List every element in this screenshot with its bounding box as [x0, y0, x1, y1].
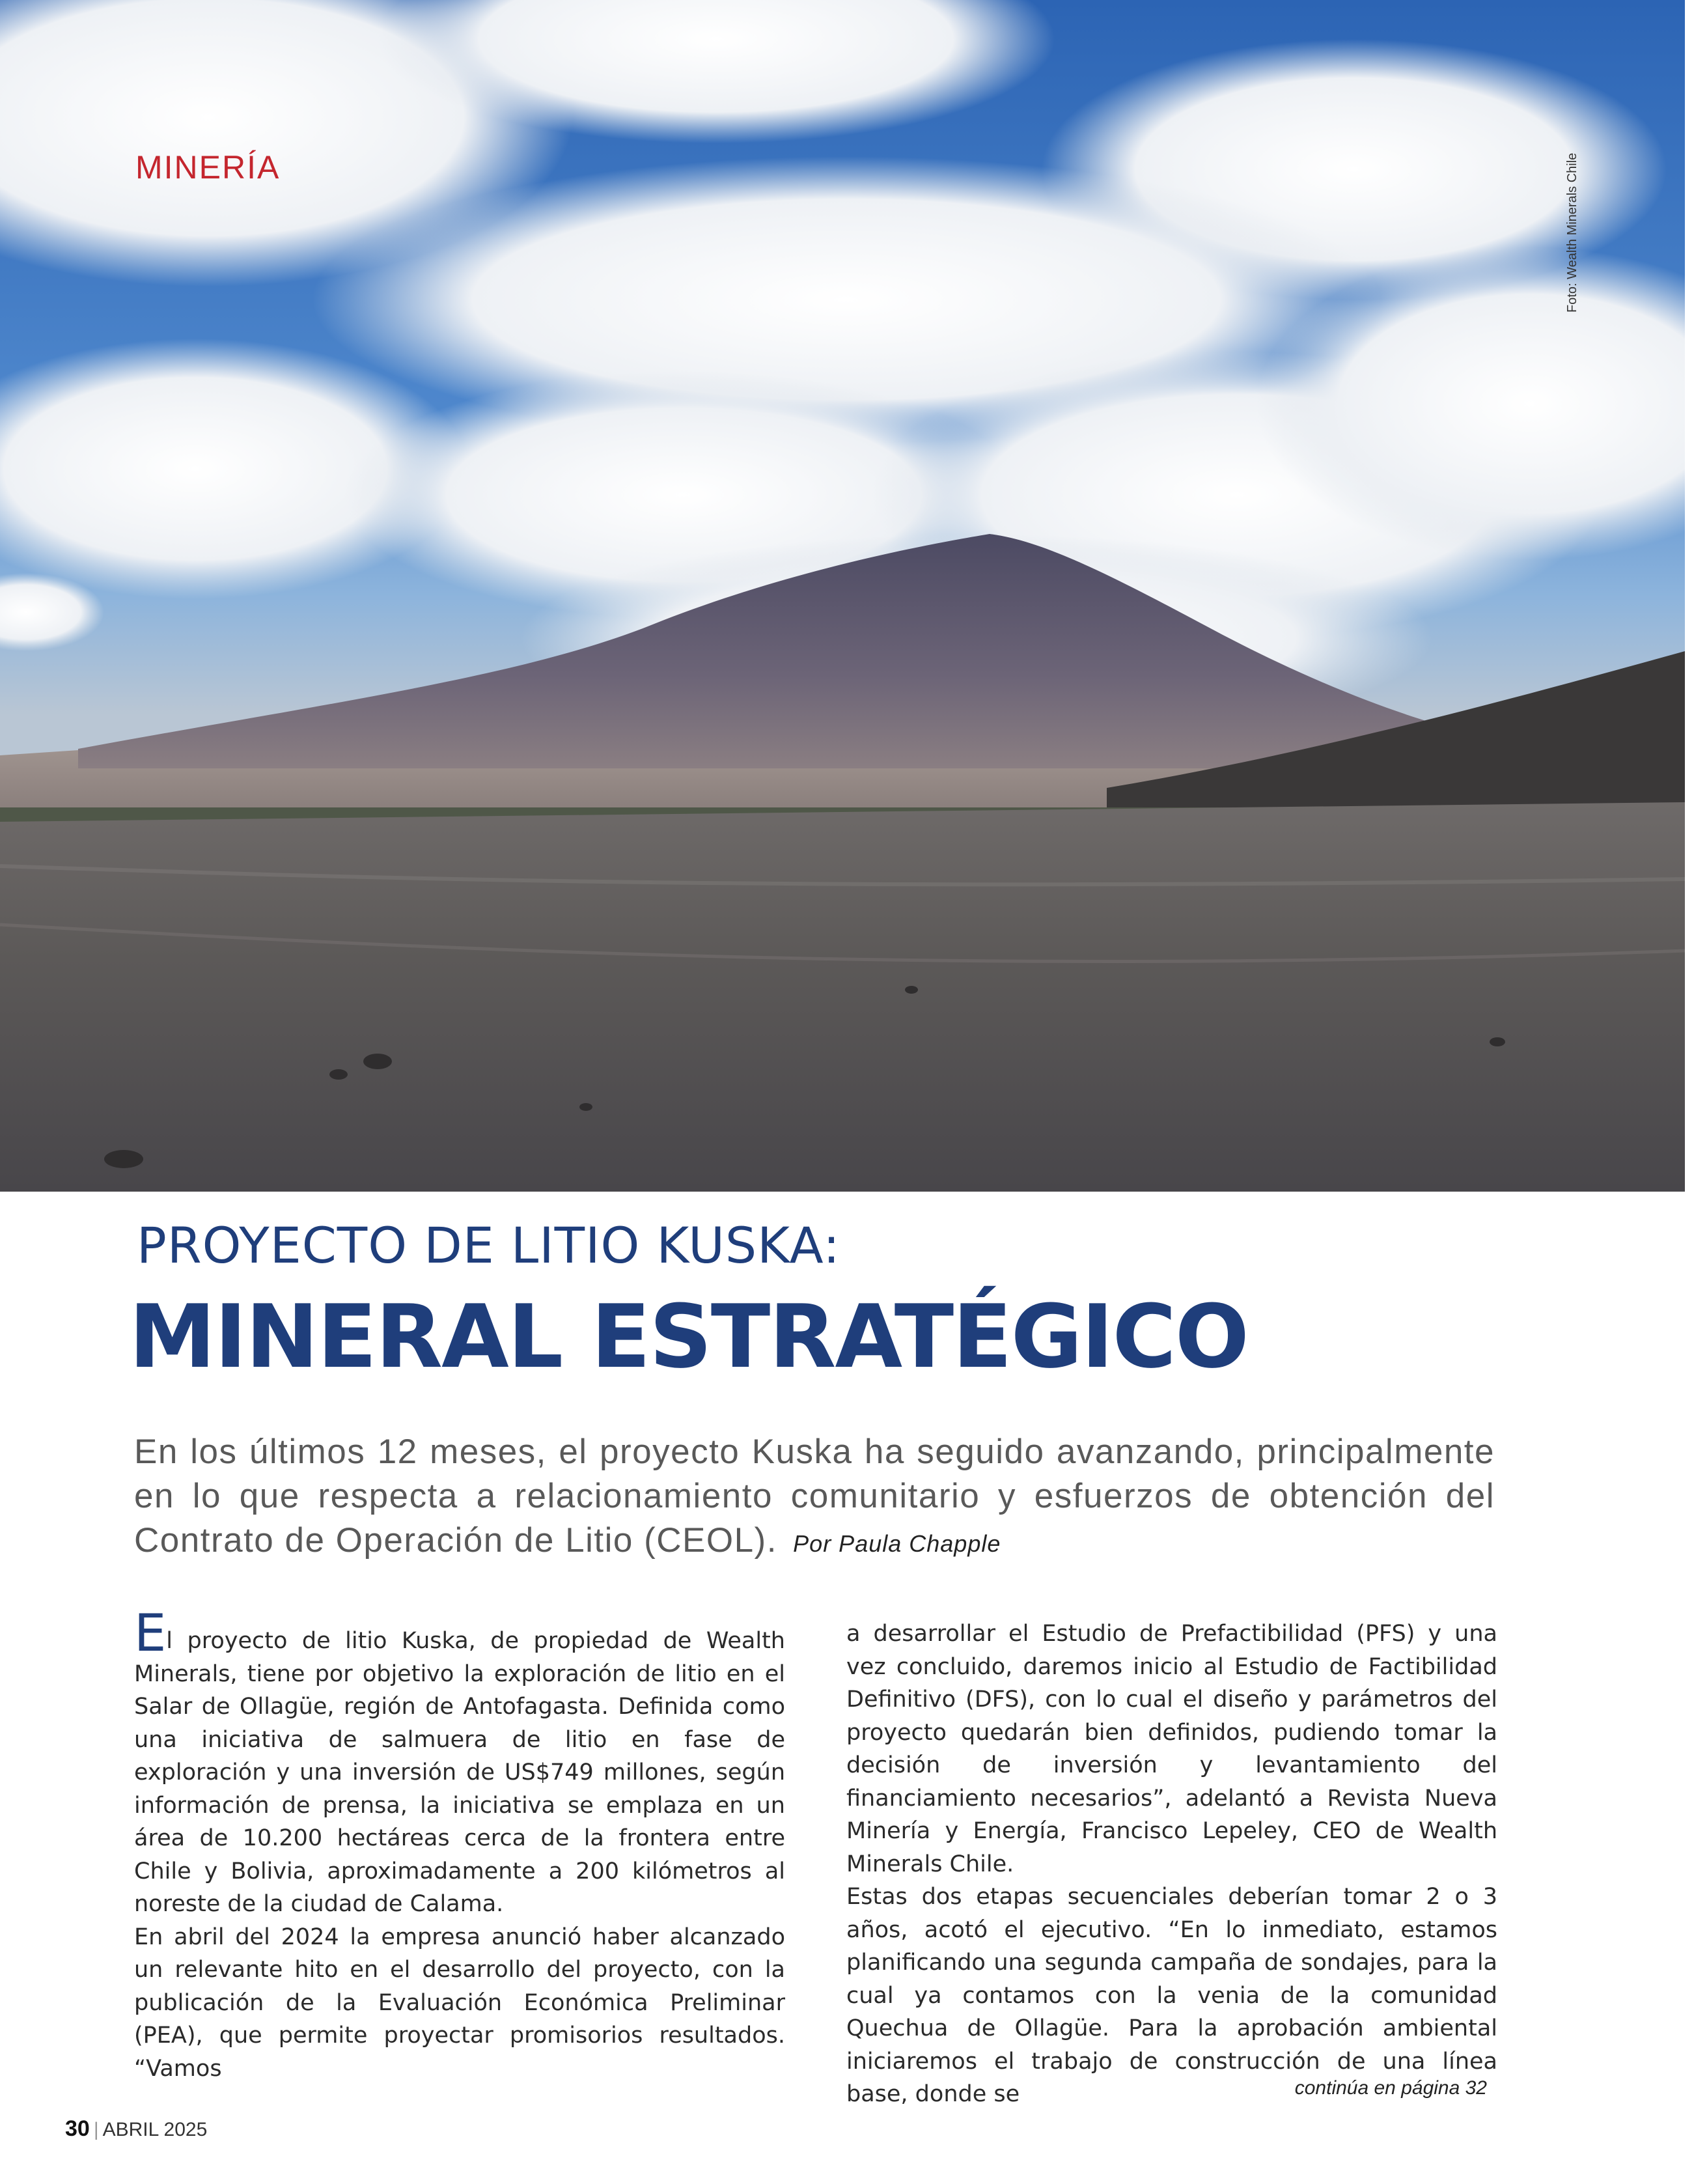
continued-note: continúa en página 32	[1294, 2077, 1487, 2099]
body-column-left	[134, 1604, 785, 2085]
lead-text: En los últimos 12 meses, el proyecto Kuska ha seguido avanzando, principalmente en lo que respecta a relacionamiento comunitario y esfuerzos de obtención del Contrato de Operación de Litio (CEOL).	[134, 1433, 1495, 1560]
article-lead	[134, 1430, 1495, 1566]
body-paragraph: Estas dos etapas secuenciales deberían tomar 2 o 3 años, acotó el ejecutivo. “En lo inmediato, estamos planificando una segunda campaña de sondajes, para la cual ya contamos con la venia de la comunidad Quechua de Ollagüe. Para la aprobación ambiental iniciaremos el trabajo de construcción de una línea base, donde se	[846, 1884, 1497, 2107]
issue-date: ABRIL 2025	[102, 2119, 208, 2140]
body-paragraph: En abril del 2024 la empresa anunció haber alcanzado un relevante hito en el desarrollo del proyecto, con la publicación de la Evaluación Económica Preliminar (PEA), que permite proyectar promisorios resultados. “Vamos	[134, 1924, 785, 2082]
body-column-right	[846, 1617, 1497, 2111]
footer-separator: |	[93, 2119, 99, 2140]
article-headline: MINERAL ESTRATÉGICO	[129, 1286, 1248, 1388]
body-paragraph: a desarrollar el Estudio de Prefactibilidad (PFS) y una vez concluido, daremos inicio al Estudio de Factibilidad Definitivo (DFS), con lo cual el diseño y parámetros del proyecto quedarán bien definidos, pudiendo tomar la decisión de inversión y levantamiento del financiamiento necesarios”, adelantó a Revista Nueva Minería y Energía, Francisco Lepeley, CEO de Wealth Minerals Chile.	[846, 1621, 1497, 1877]
drop-cap: E	[134, 1604, 167, 1663]
article-kicker: PROYECTO DE LITIO KUSKA:	[137, 1216, 840, 1274]
body-paragraph	[134, 1604, 785, 1921]
section-label: MINERÍA	[135, 149, 281, 186]
paragraph-text: l proyecto de litio Kuska, de propiedad de Wealth Minerals, tiene por objetivo la exploración de litio en el Salar de Ollagüe, región de Antofagasta. Definida como una iniciativa de salmuera de litio en fase de exploración y una inversión de US$749 millones, según información de prensa, la iniciativa se emplaza en un área de 10.200 hectáreas cerca de la frontera entre Chile y Bolivia, aproximadamente a 200 kilómetros al noreste de la ciudad de Calama.	[134, 1628, 785, 1917]
page-footer	[65, 2116, 207, 2142]
byline: Por Paula Chapple	[793, 1530, 1001, 1557]
photo-credit: Foto: Wealth Minerals Chile	[1565, 152, 1579, 313]
page-number: 30	[65, 2116, 90, 2141]
